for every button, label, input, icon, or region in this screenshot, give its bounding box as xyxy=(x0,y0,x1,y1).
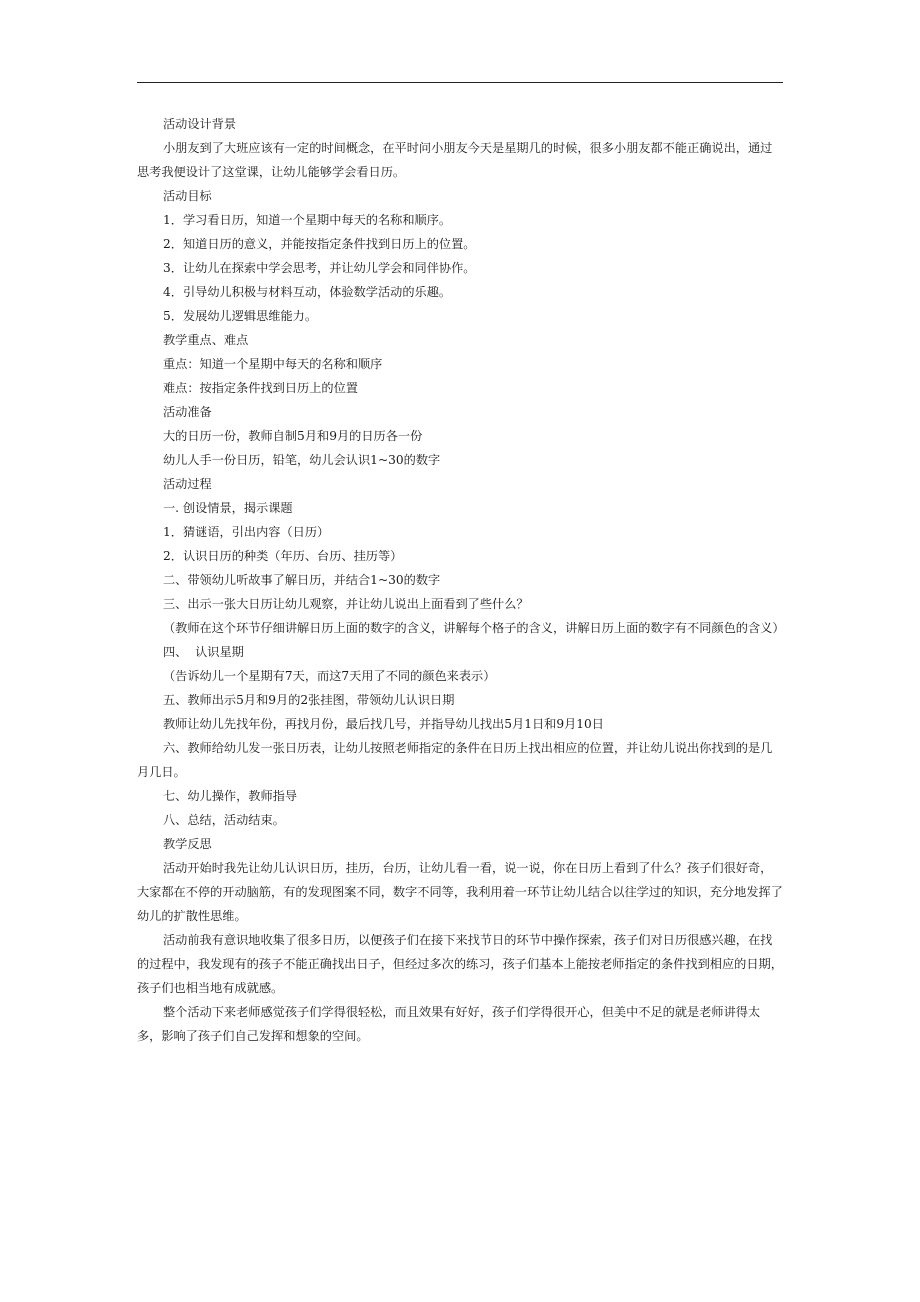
list-item: 2．认识日历的种类（年历、台历、挂历等） xyxy=(163,549,403,563)
paragraph: 六、教师给幼儿发一张日历表，让幼儿按照老师指定的条件在日历上找出相应的位置，并让幼儿说出你找到的是几月几日。 xyxy=(137,741,773,779)
text-line: 一. 创设情景，揭示课题 xyxy=(163,501,293,515)
paragraph: 活动开始时我先让幼儿认识日历，挂历，台历，让幼儿看一看，说一说，你在日历上看到了什么？孩子们很好奇，大家都在不停的开动脑筋，有的发现图案不同，数字不同等，我利用着一环节让幼儿结合以往学过的知识，充分地发挥了幼儿的扩散性思维。 xyxy=(137,861,783,923)
section-heading: 教学重点、难点 xyxy=(163,333,249,347)
text-line: 重点：知道一个星期中每天的名称和顺序 xyxy=(163,357,383,371)
section-heading: 教学反思 xyxy=(163,837,212,851)
list-item: 2．知道日历的意义，并能按指定条件找到日历上的位置。 xyxy=(163,237,476,251)
list-item: 1．猜谜语，引出内容（日历） xyxy=(163,525,330,539)
text-line: 二、带领幼儿听故事了解日历，并结合1~30的数字 xyxy=(163,573,441,587)
section-heading: 活动目标 xyxy=(163,189,212,203)
text-line: （教师在这个环节仔细讲解日历上面的数字的含义，讲解每个格子的含义，讲解日历上面的数字有不同颜色的含义） xyxy=(163,621,785,635)
header-rule xyxy=(137,82,783,83)
text-line: 幼儿人手一份日历，铅笔，幼儿会认识1~30的数字 xyxy=(163,453,441,467)
paragraph: 小朋友到了大班应该有一定的时间概念，在平时问小朋友今天是星期几的时候，很多小朋友都不能正确说出，通过思考我便设计了这堂课，让幼儿能够学会看日历。 xyxy=(137,141,773,179)
paragraph: 活动前我有意识地收集了很多日历，以便孩子们在接下来找节日的环节中操作探索，孩子们对日历很感兴趣，在找的过程中，我发现有的孩子不能正确找出日子，但经过多次的练习，孩子们基本上能按老师指定的条件找到相应的日期，孩子们也相当地有成就感。 xyxy=(137,933,783,995)
text-line: 五、教师出示5月和9月的2张挂图，带领幼儿认识日期 xyxy=(163,693,455,707)
text-line: 教师让幼儿先找年份，再找月份，最后找几号，并指导幼儿找出5月1日和9月10日 xyxy=(163,717,604,731)
section-heading: 活动过程 xyxy=(163,477,212,491)
text-line: 七、幼儿操作，教师指导 xyxy=(163,789,298,803)
text-line: 三、出示一张大日历让幼儿观察，并让幼儿说出上面看到了些什么？ xyxy=(163,597,529,611)
text-line: （告诉幼儿一个星期有7天，而这7天用了不同的颜色来表示） xyxy=(163,669,496,683)
list-item: 1．学习看日历，知道一个星期中每天的名称和顺序。 xyxy=(163,213,452,227)
section-heading: 活动准备 xyxy=(163,405,212,419)
list-item: 3．让幼儿在探索中学会思考，并让幼儿学会和同伴协作。 xyxy=(163,261,476,275)
section-heading: 活动设计背景 xyxy=(163,117,237,131)
document-body xyxy=(137,112,783,1048)
text-line: 四、 认识星期 xyxy=(163,645,244,659)
paragraph: 整个活动下来老师感觉孩子们学得很轻松，而且效果有好好，孩子们学得很开心，但美中不足的就是老师讲得太多，影响了孩子们自己发挥和想象的空间。 xyxy=(137,1005,761,1043)
list-item: 5．发展幼儿逻辑思维能力。 xyxy=(163,309,318,323)
list-item: 4．引导幼儿积极与材料互动，体验数学活动的乐趣。 xyxy=(163,285,452,299)
text-line: 八、总结，活动结束。 xyxy=(163,813,285,827)
text-line: 大的日历一份，教师自制5月和9月的日历各一份 xyxy=(163,429,423,443)
text-line: 难点：按指定条件找到日历上的位置 xyxy=(163,381,358,395)
